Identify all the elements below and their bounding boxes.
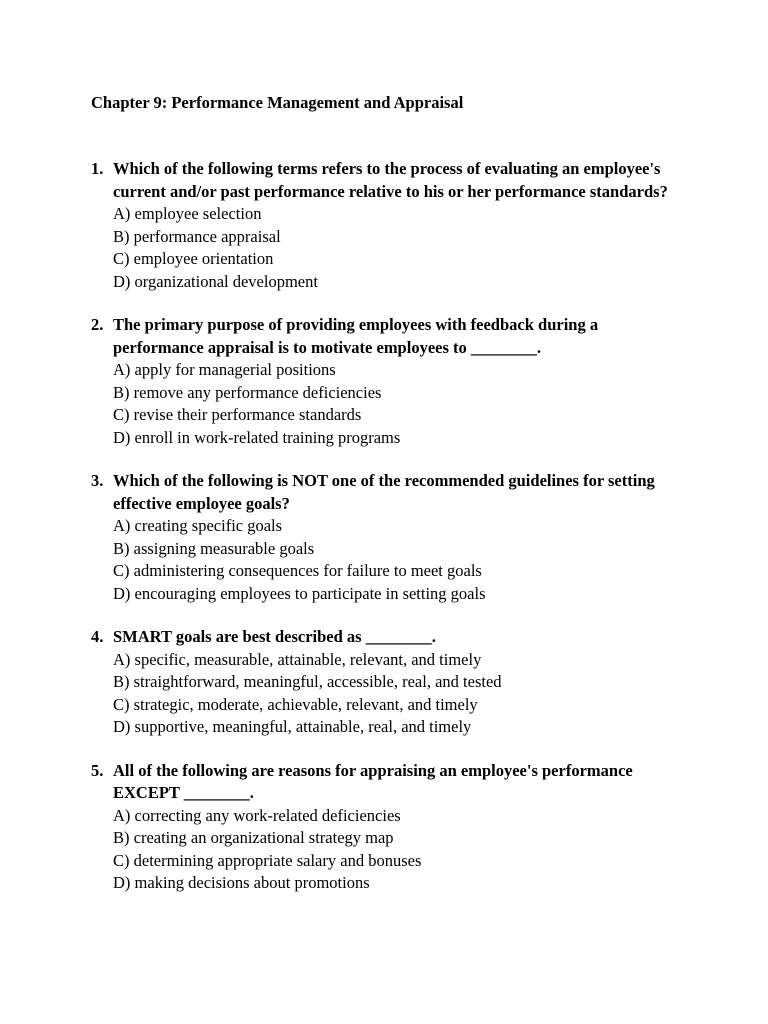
question-item xyxy=(91,626,691,739)
answer-option: C) administering consequences for failure to meet goals xyxy=(113,561,482,580)
question-text: Which of the following terms refers to the process of evaluating an employee's current and/or past performance relative to his or her performance standards? xyxy=(113,159,668,201)
question-text: The primary purpose of providing employees with feedback during a performance appraisal is to motivate employees to ________. xyxy=(113,315,599,357)
answer-option: A) apply for managerial positions xyxy=(113,360,336,379)
answer-option: C) determining appropriate salary and bonuses xyxy=(113,850,422,870)
answer-option: C) revise their performance standards xyxy=(113,405,362,424)
answer-option: A) correcting any work-related deficiencies xyxy=(113,805,401,825)
question-item xyxy=(91,158,691,293)
answer-option: C) employee orientation xyxy=(113,249,274,268)
question-list xyxy=(91,158,691,916)
question-number: 3. xyxy=(91,471,104,490)
question-number: 4. xyxy=(91,627,104,646)
question-text: SMART goals are best described as ________. xyxy=(113,627,436,646)
answer-option: D) making decisions about promotions xyxy=(113,873,370,892)
answer-option: D) supportive, meaningful, attainable, real, and timely xyxy=(113,717,472,736)
document-page xyxy=(91,92,691,892)
question-item xyxy=(91,314,691,449)
answer-option: B) creating an organizational strategy map xyxy=(113,828,394,847)
answer-option: A) specific, measurable, attainable, relevant, and timely xyxy=(113,649,482,669)
answer-option: B) assigning measurable goals xyxy=(113,538,315,558)
answer-option: B) remove any performance deficiencies xyxy=(113,382,382,402)
answer-option: A) employee selection xyxy=(113,204,262,223)
question-number: 5. xyxy=(91,760,104,780)
question-item xyxy=(91,760,691,895)
answer-option: B) performance appraisal xyxy=(113,226,281,246)
question-number: 1. xyxy=(91,159,104,178)
chapter-title: Chapter 9: Performance Management and Appraisal xyxy=(91,93,464,112)
answer-option: C) strategic, moderate, achievable, relevant, and timely xyxy=(113,694,478,714)
answer-option: D) encouraging employees to participate in setting goals xyxy=(113,583,486,603)
question-text: All of the following are reasons for appraising an employee's performance EXCEPT ________. xyxy=(113,760,633,802)
answer-option: D) enroll in work-related training programs xyxy=(113,427,401,447)
answer-option: D) organizational development xyxy=(113,271,318,291)
question-text: Which of the following is NOT one of the recommended guidelines for setting effective employee goals? xyxy=(113,471,655,513)
answer-option: A) creating specific goals xyxy=(113,516,283,535)
answer-option: B) straightforward, meaningful, accessible, real, and tested xyxy=(113,672,502,691)
question-item xyxy=(91,470,691,605)
question-number: 2. xyxy=(91,315,104,334)
